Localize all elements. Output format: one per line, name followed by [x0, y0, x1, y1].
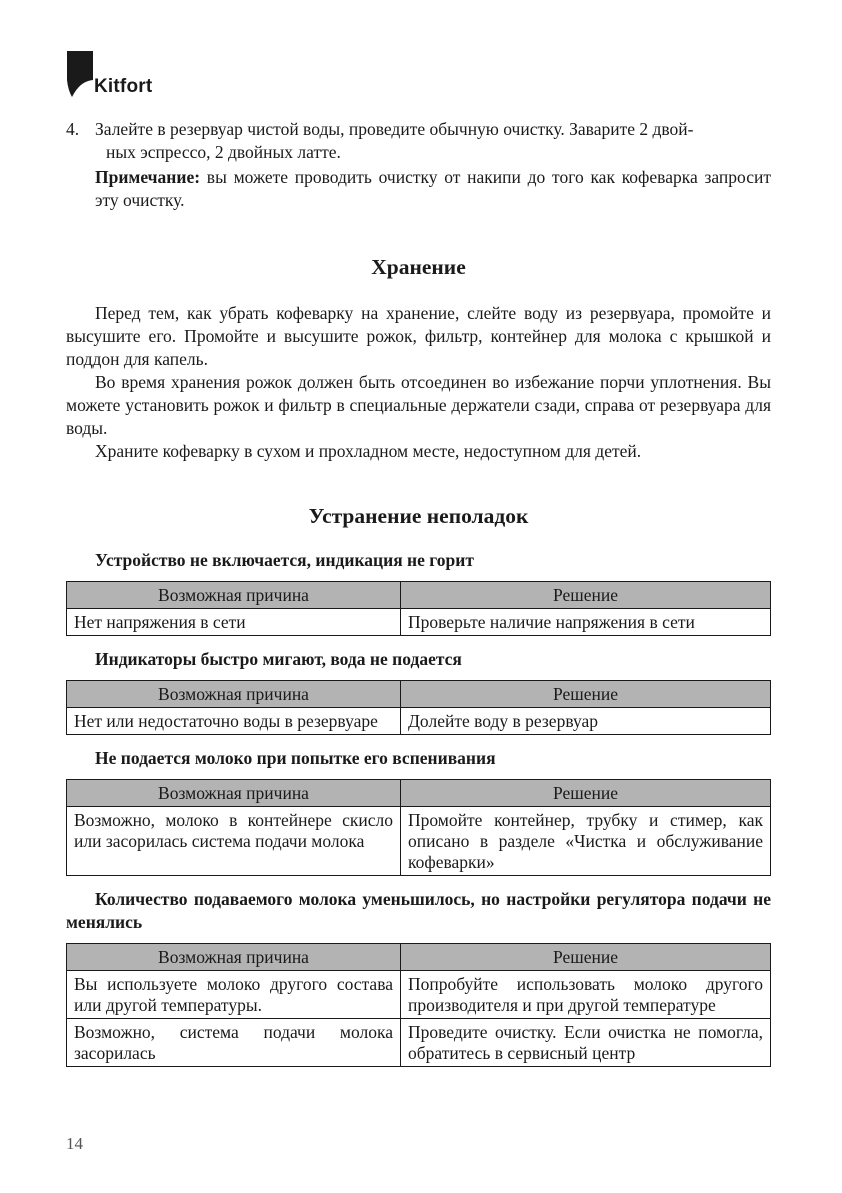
col-cause-header: Возможная причина: [67, 582, 401, 609]
cause-cell: Возможно, молоко в контейнере скисло или засорилась система подачи молока: [67, 807, 401, 876]
solution-cell: Долейте воду в резервуар: [401, 708, 771, 735]
table-row: [67, 708, 771, 735]
step-4: [66, 118, 771, 164]
brand-logo: [66, 50, 176, 100]
table-header-row: [67, 780, 771, 807]
problem-heading-3: Не подается молоко при попытке его вспенивания: [95, 748, 496, 768]
step-number: 4.: [66, 119, 80, 139]
storage-heading: Хранение: [371, 255, 466, 279]
page-content: [66, 118, 771, 1079]
table-row: [67, 971, 771, 1019]
step-4-line-1: Залейте в резервуар чистой воды, проведите обычную очистку. Заварите 2 двой-: [95, 119, 694, 139]
troubleshooting-heading: Устранение неполадок: [308, 504, 529, 528]
col-cause-header: Возможная причина: [67, 681, 401, 708]
storage-paragraph-1: Перед тем, как убрать кофеварку на хранение, слейте воду из резервуара, промойте и высушите его. Промойте и высушите рожок, фильтр, контейнер для молока с крышкой и поддон для капель.: [66, 303, 771, 369]
col-cause-header: Возможная причина: [67, 780, 401, 807]
table-header-row: [67, 944, 771, 971]
cause-cell: Нет или недостаточно воды в резервуаре: [67, 708, 401, 735]
note-paragraph: [66, 166, 771, 212]
cause-cell: Нет напряжения в сети: [67, 609, 401, 636]
storage-paragraph-2: Во время хранения рожок должен быть отсоединен во избежание порчи уплотнения. Вы можете установить рожок и фильтр в специальные держатели сзади, справа от резервуара для воды.: [66, 372, 771, 438]
col-solution-header: Решение: [401, 780, 771, 807]
kitfort-logo-icon: [66, 50, 94, 98]
problem-heading-1: Устройство не включается, индикация не горит: [95, 550, 474, 570]
col-solution-header: Решение: [401, 681, 771, 708]
table-row: [67, 1019, 771, 1067]
storage-paragraph-3: Храните кофеварку в сухом и прохладном месте, недоступном для детей.: [95, 441, 642, 461]
troubleshooting-table-3: [66, 779, 771, 876]
solution-cell: Проверьте наличие напряжения в сети: [401, 609, 771, 636]
problem-heading-2: Индикаторы быстро мигают, вода не подается: [95, 649, 462, 669]
note-text: вы можете проводить очистку от накипи до того как кофеварка запросит эту очистку.: [95, 167, 771, 210]
col-solution-header: Решение: [401, 582, 771, 609]
solution-cell: Попробуйте использовать молоко другого производителя и при другой температуре: [401, 971, 771, 1019]
page-number: 14: [66, 1134, 83, 1153]
brand-name: Kitfort: [94, 76, 153, 97]
step-4-line-2: ных эспрессо, 2 двойных латте.: [106, 142, 341, 162]
table-row: [67, 609, 771, 636]
problem-heading-4-text: Количество подаваемого молока уменьшилось, но настройки регулятора подачи не менялись: [66, 889, 771, 932]
problem-heading-4: [66, 888, 771, 934]
troubleshooting-table-1: [66, 581, 771, 636]
troubleshooting-table-4: [66, 943, 771, 1067]
solution-cell: Проведите очистку. Если очистка не помогла, обратитесь в сервисный центр: [401, 1019, 771, 1067]
col-cause-header: Возможная причина: [67, 944, 401, 971]
cause-cell: Вы используете молоко другого состава или другой температуры.: [67, 971, 401, 1019]
troubleshooting-table-2: [66, 680, 771, 735]
solution-cell: Промойте контейнер, трубку и стимер, как описано в разделе «Чистка и обслуживание кофеварки»: [401, 807, 771, 876]
cause-cell: Возможно, система подачи молока засорилась: [67, 1019, 401, 1067]
table-row: [67, 807, 771, 876]
table-header-row: [67, 582, 771, 609]
note-label: Примечание:: [95, 167, 201, 187]
table-header-row: [67, 681, 771, 708]
col-solution-header: Решение: [401, 944, 771, 971]
